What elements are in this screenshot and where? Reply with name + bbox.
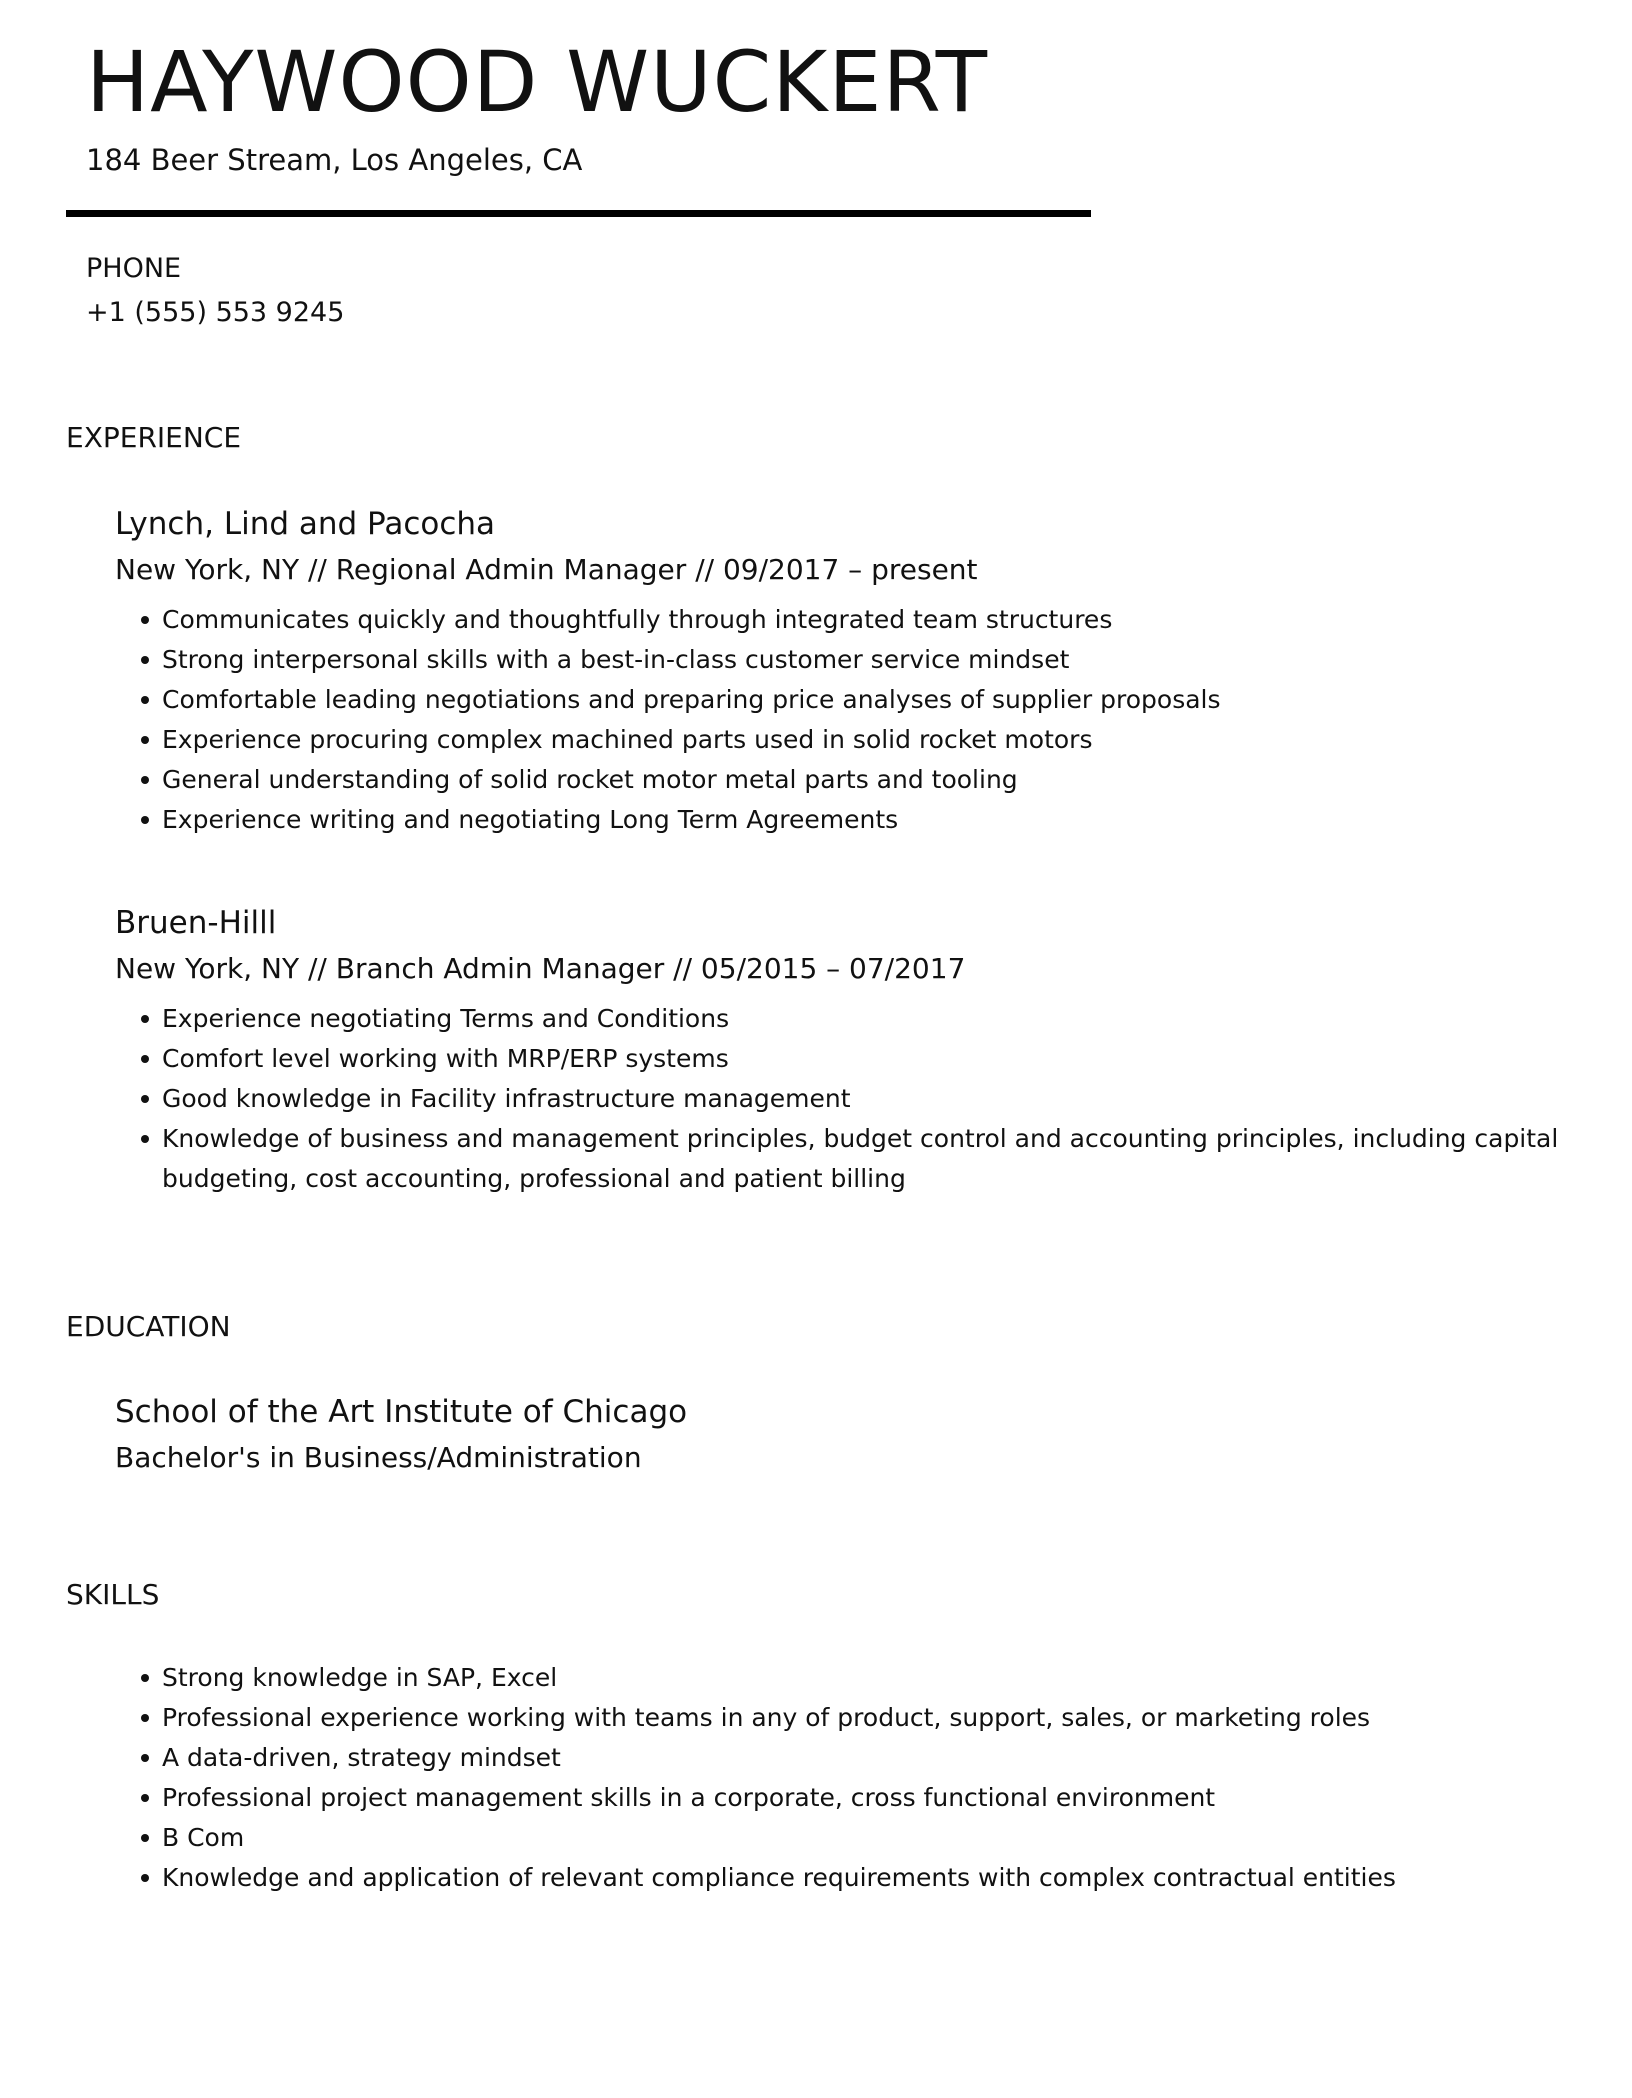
school-name: School of the Art Institute of Chicago — [115, 1394, 688, 1430]
skills-heading: SKILLS — [66, 1578, 160, 1611]
job-details: New York, NY // Branch Admin Manager // 05/2015 – 07/2017 — [115, 952, 966, 985]
list-item: Professional project management skills in a corporate, cross functional environment — [162, 1778, 1562, 1818]
list-item: Comfortable leading negotiations and preparing price analyses of supplier proposals — [162, 680, 1562, 720]
phone-value: +1 (555) 553 9245 — [86, 297, 345, 328]
list-item: Strong interpersonal skills with a best-in-class customer service mindset — [162, 640, 1562, 680]
candidate-address: 184 Beer Stream, Los Angeles, CA — [86, 143, 583, 177]
job-company: Bruen-Hilll — [115, 905, 277, 941]
list-item: Good knowledge in Facility infrastructure management — [162, 1079, 1562, 1119]
list-item: Experience negotiating Terms and Conditions — [162, 999, 1562, 1039]
skills-list — [162, 1658, 1562, 1898]
job-details: New York, NY // Regional Admin Manager // 09/2017 – present — [115, 553, 978, 586]
job-bullet-list — [162, 600, 1562, 840]
list-item: General understanding of solid rocket motor metal parts and tooling — [162, 760, 1562, 800]
header-divider — [66, 210, 1091, 217]
list-item: Professional experience working with teams in any of product, support, sales, or marketing roles — [162, 1698, 1562, 1738]
education-heading: EDUCATION — [66, 1310, 231, 1343]
phone-label: PHONE — [86, 253, 182, 284]
list-item: Strong knowledge in SAP, Excel — [162, 1658, 1562, 1698]
list-item: Comfort level working with MRP/ERP systems — [162, 1039, 1562, 1079]
job-company: Lynch, Lind and Pacocha — [115, 506, 496, 542]
job-bullet-list — [162, 999, 1562, 1199]
degree: Bachelor's in Business/Administration — [115, 1441, 642, 1474]
list-item: Experience writing and negotiating Long Term Agreements — [162, 800, 1562, 840]
list-item: Communicates quickly and thoughtfully through integrated team structures — [162, 600, 1562, 640]
candidate-name: HAYWOOD WUCKERT — [86, 33, 989, 131]
list-item: A data-driven, strategy mindset — [162, 1738, 1562, 1778]
list-item: B Com — [162, 1818, 1562, 1858]
list-item: Experience procuring complex machined parts used in solid rocket motors — [162, 720, 1562, 760]
experience-heading: EXPERIENCE — [66, 421, 242, 454]
list-item: Knowledge and application of relevant compliance requirements with complex contractual entities — [162, 1858, 1562, 1898]
list-item: Knowledge of business and management principles, budget control and accounting principles, including capital budgeting, cost accounting, professional and patient billing — [162, 1119, 1562, 1199]
